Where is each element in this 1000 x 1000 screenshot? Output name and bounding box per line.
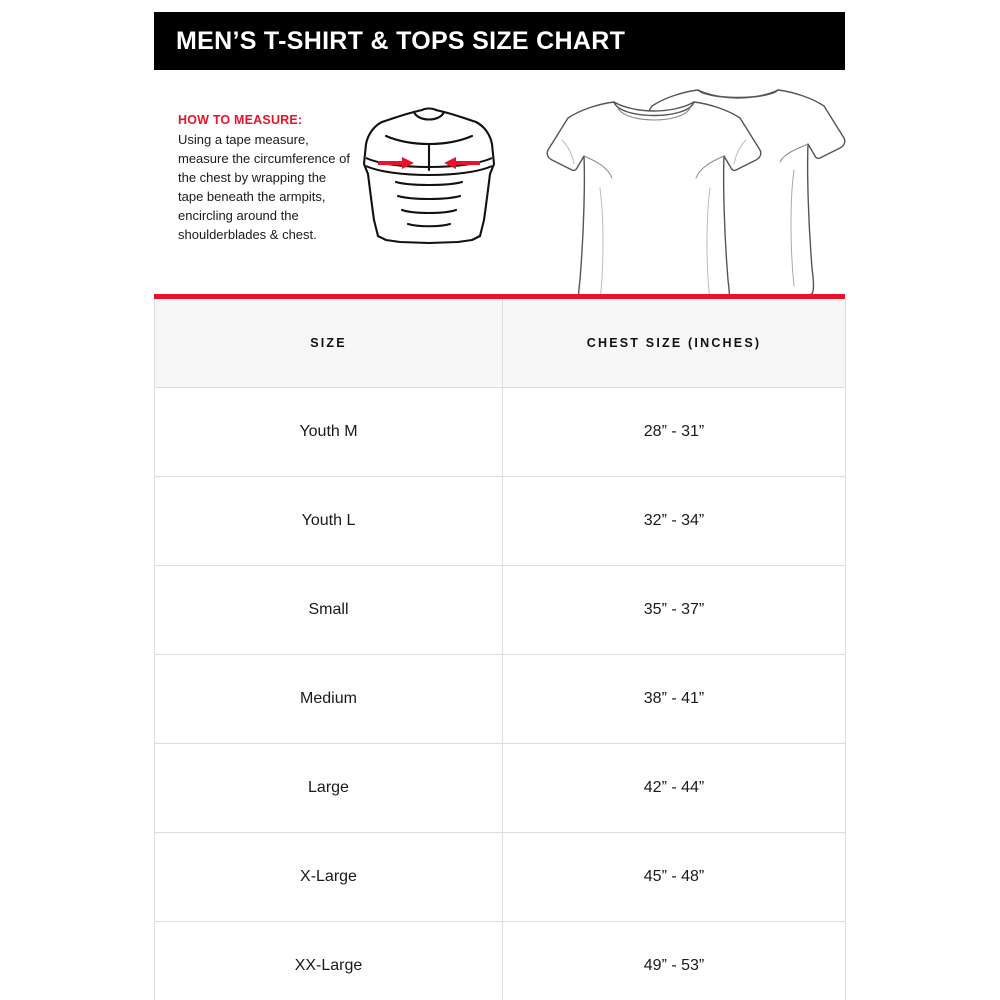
size-table [154,299,846,1000]
table-row [155,744,846,833]
how-to-measure-block [178,113,350,245]
cell-size: Medium [155,655,503,744]
column-header-size: SIZE [155,299,503,388]
how-to-measure-heading: HOW TO MEASURE: [178,113,303,127]
table-row [155,477,846,566]
size-table-wrap [154,294,845,1000]
table-row [155,388,846,477]
table-row [155,566,846,655]
cell-size: Small [155,566,503,655]
cell-chest: 45” - 48” [503,833,846,922]
cell-chest: 28” - 31” [503,388,846,477]
header-bar [154,12,845,70]
cell-size: XX-Large [155,922,503,1000]
cell-chest: 49” - 53” [503,922,846,1000]
cell-size: Youth M [155,388,503,477]
table-row [155,833,846,922]
how-to-measure-body: Using a tape measure, measure the circumference of the chest by wrapping the tape beneath the armpits, encircling around the shoulderblades & chest. [178,132,350,242]
cell-size: Large [155,744,503,833]
column-header-chest: CHEST SIZE (INCHES) [503,299,846,388]
illustration-svg [352,78,847,296]
cell-chest: 35” - 37” [503,566,846,655]
cell-size: X-Large [155,833,503,922]
cell-size: Youth L [155,477,503,566]
cell-chest: 32” - 34” [503,477,846,566]
illustration-group [352,78,847,296]
page-title: MEN’S T-SHIRT & TOPS SIZE CHART [176,26,626,55]
table-row [155,922,846,1000]
table-header-row [155,299,846,388]
table-row [155,655,846,744]
cell-chest: 42” - 44” [503,744,846,833]
cell-chest: 38” - 41” [503,655,846,744]
